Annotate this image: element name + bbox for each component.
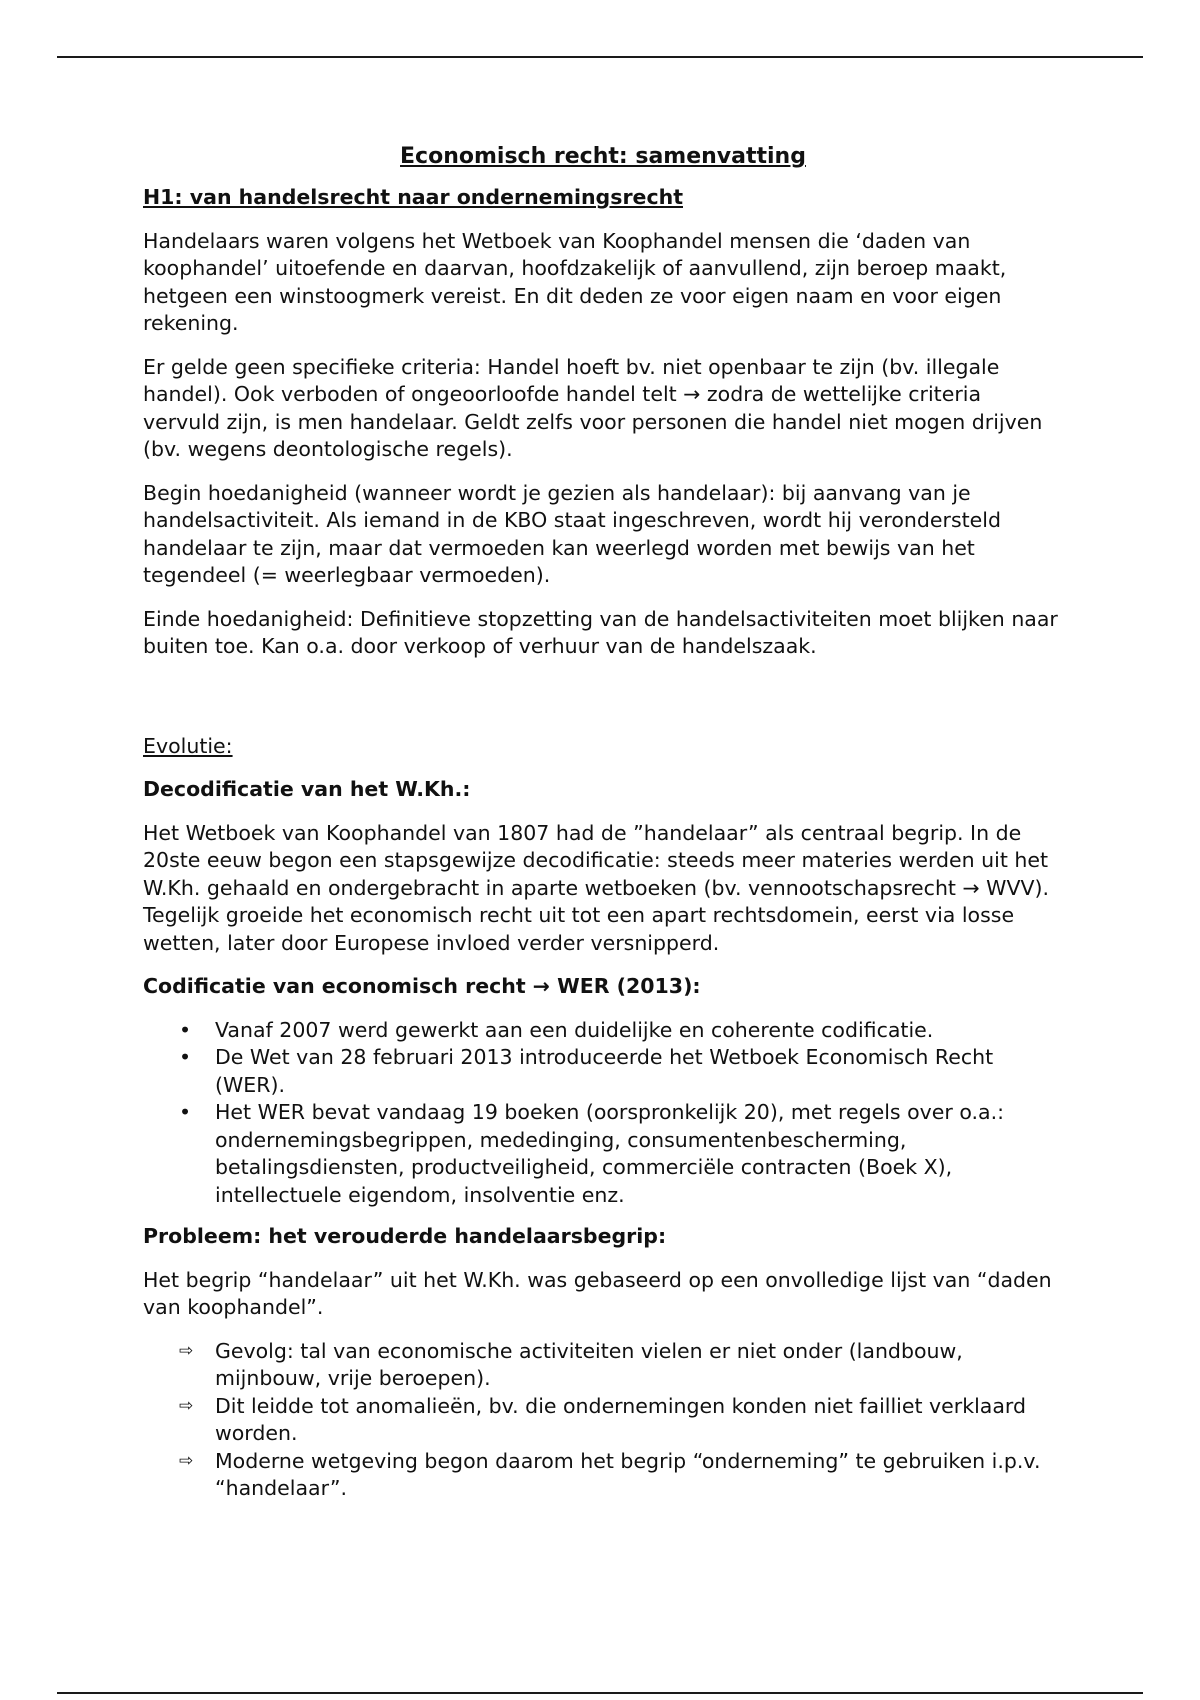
problem-heading: Probleem: het verouderde handelaarsbegrip:: [143, 1224, 667, 1248]
decodification-heading: Decodificatie van het W.Kh.:: [143, 777, 471, 801]
paragraph-criteria: Er gelde geen specifieke criteria: Handel hoeft bv. niet openbaar te zijn (bv. illegale handel). Ook verboden of ongeoorloofde handel telt → zodra de wettelijke criteria vervuld zijn, is men handelaar. Geldt zelfs voor personen die handel niet mogen drijven (bv. wegens deontologische regels).: [143, 354, 1043, 461]
bullet-icon: •: [179, 1017, 192, 1042]
decodification-paragraph: Het Wetboek van Koophandel van 1807 had de ”handelaar” als centraal begrip. In de 20ste eeuw begon een stapsgewijze decodificatie: steeds meer materies werden uit het W.Kh. gehaald en ondergebracht in aparte wetboeken (bv. vennootschapsrecht → WVV). Tegelijk groeide het economisch recht uit tot een apart rechtsdomein, eerst via losse wetten, later door Europese invloed verder versnipperd.: [143, 820, 1050, 955]
list-item: [143, 1393, 1063, 1448]
page-bottom-rule: [57, 1692, 1143, 1694]
arrow-right-icon: ⇨: [179, 1340, 194, 1361]
document-title: Economisch recht: samenvatting: [400, 144, 806, 169]
problem-paragraph: Het begrip “handelaar” uit het W.Kh. was gebaseerd op een onvolledige lijst van “daden van koophandel”.: [143, 1267, 1052, 1319]
list-item-text: Gevolg: tal van economische activiteiten vielen er niet onder (landbouw, mijnbouw, vrije beroepen).: [215, 1338, 963, 1390]
list-item: [143, 1044, 1063, 1099]
page-top-rule: [57, 56, 1143, 58]
paragraph-handelaars: Handelaars waren volgens het Wetboek van Koophandel mensen die ‘daden van koophandel’ uitoefende en daarvan, hoofdzakelijk of aanvullend, zijn beroep maakt, hetgeen een winstoogmerk vereist. En dit deden ze voor eigen naam en voor eigen rekening.: [143, 228, 1007, 335]
list-item: [143, 1448, 1063, 1503]
document-body: [143, 142, 1063, 1517]
bullet-icon: •: [179, 1045, 192, 1069]
paragraph-einde-hoedanigheid: Einde hoedanigheid: Definitieve stopzetting van de handelsactiviteiten moet blijken naar buiten toe. Kan o.a. door verkoop of verhuur van de handelszaak.: [143, 606, 1058, 658]
evolution-label: Evolutie:: [143, 733, 233, 758]
codification-bullet-list: [143, 1017, 1063, 1210]
arrow-right-icon: ⇨: [179, 1395, 194, 1416]
list-item-text: Het WER bevat vandaag 19 boeken (oorspronkelijk 20), met regels over o.a.: ondernemingsbegrippen, mededinging, consumentenbescherming, betalingsdiensten, productveiligheid, commerciële contracten (Boek X), intellectuele eigendom, insolventie enz.: [215, 1100, 1005, 1207]
problem-arrow-list: [143, 1338, 1063, 1503]
codification-heading: Codificatie van economisch recht → WER (2013):: [143, 974, 701, 998]
list-item-text: Vanaf 2007 werd gewerkt aan een duidelijke en coherente codificatie.: [215, 1017, 934, 1042]
list-item: [143, 1338, 1063, 1393]
list-item-text: Dit leidde tot anomalieën, bv. die ondernemingen konden niet failliet verklaard worden.: [215, 1393, 1026, 1445]
section-heading: H1: van handelsrecht naar ondernemingsrecht: [143, 185, 683, 209]
spacer: [143, 677, 1063, 733]
list-item: [143, 1099, 1063, 1209]
arrow-right-icon: ⇨: [179, 1450, 194, 1471]
list-item-text: De Wet van 28 februari 2013 introduceerde het Wetboek Economisch Recht (WER).: [215, 1045, 994, 1097]
paragraph-begin-hoedanigheid: Begin hoedanigheid (wanneer wordt je gezien als handelaar): bij aanvang van je handelsactiviteit. Als iemand in de KBO staat ingeschreven, wordt hij verondersteld handelaar te zijn, maar dat vermoeden kan weerlegd worden met bewijs van het tegendeel (= weerlegbaar vermoeden).: [143, 480, 1001, 587]
bullet-icon: •: [179, 1100, 192, 1124]
list-item: [143, 1017, 1063, 1045]
list-item-text: Moderne wetgeving begon daarom het begrip “onderneming” te gebruiken i.p.v. “handelaar”.: [215, 1448, 1041, 1500]
